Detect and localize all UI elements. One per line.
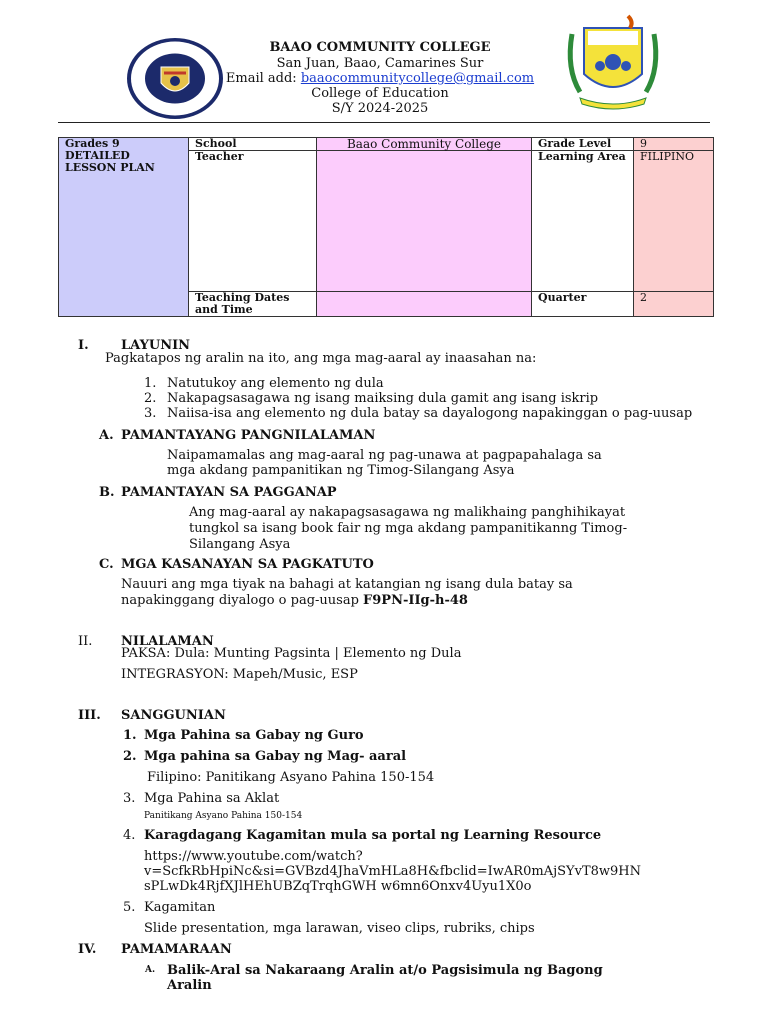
section-1-intro: Pagkatapos ng aralin na ito, ang mga mag-aaral ay inaasahan na: [105, 351, 537, 366]
teaching-dates-value[interactable] [317, 292, 532, 317]
section-2-number: II. [78, 634, 93, 649]
procedure-a-line-2: Aralin [167, 978, 212, 993]
objective-1-number: 1. [144, 376, 157, 391]
college-name: BAAO COMMUNITY COLLEGE [269, 40, 491, 55]
school-year: S/Y 2024-2025 [331, 101, 429, 116]
subsection-c-letter: C. [99, 557, 114, 572]
reference-5-text: Kagamitan [144, 900, 216, 915]
objective-3-text: Naiisa-isa ang elemento ng dula batay sa dayalogong napakinggan o pag-uusap [167, 406, 693, 421]
lesson-plan-table [58, 137, 714, 317]
reference-1-text: Mga Pahina sa Gabay ng Guro [144, 728, 364, 743]
procedure-a-line-1: Balik-Aral sa Nakaraang Aralin at/o Pagsisimula ng Bagong [167, 963, 603, 978]
reference-2-number: 2. [123, 749, 137, 764]
subsection-b-line-1: Ang mag-aaral ay nakapagsasagawa ng malikhaing panghihikayat [189, 505, 626, 520]
subsection-b-letter: B. [99, 485, 115, 500]
objective-3-number: 3. [144, 406, 157, 421]
grade-dlp-title: Grades 9 DETAILED LESSON PLAN [59, 138, 189, 317]
grade-level-value[interactable]: 9 [634, 138, 714, 151]
reference-1-number: 1. [123, 728, 137, 743]
reference-4-number: 4. [123, 828, 136, 843]
header-divider [58, 122, 710, 123]
subsection-c-title: MGA KASANAYAN SA PAGKATUTO [121, 557, 374, 572]
section-1-number: I. [78, 338, 89, 353]
section-2-title: NILALAMAN [121, 634, 214, 649]
college-email-line [180, 71, 580, 86]
competency-text: napakinggang diyalogo o pag-uusap [121, 593, 364, 608]
objective-1-text: Natutukoy ang elemento ng dula [167, 376, 384, 391]
objective-2-text: Nakapagsasagawa ng isang maiksing dula gamit ang isang iskrip [167, 391, 599, 406]
learning-area-value[interactable]: FILIPINO [634, 151, 714, 292]
reference-2-text: Mga pahina sa Gabay ng Mag- aaral [144, 749, 407, 764]
subsection-a-line-2: mga akdang pampanitikan ng Timog-Silangang Asya [167, 463, 515, 478]
email-link[interactable]: baaocommunitycollege@gmail.com [300, 71, 535, 86]
reference-3-text: Mga Pahina sa Aklat [144, 791, 280, 806]
email-label: Email add: [225, 71, 301, 86]
section-3-title: SANGGUNIAN [121, 708, 226, 723]
resource-url-line-1[interactable]: https://www.youtube.com/watch? [144, 849, 363, 864]
reference-5-number: 5. [123, 900, 136, 915]
objective-2-number: 2. [144, 391, 157, 406]
reference-4-text: Karagdagang Kagamitan mula sa portal ng Learning Resource [144, 828, 602, 843]
competency-code: F9PN-IIg-h-48 [363, 593, 468, 608]
department-name: College of Education [311, 86, 449, 101]
subsection-a-line-1: Naipamamalas ang mag-aaral ng pag-unawa at pagpapahalaga sa [167, 448, 602, 463]
school-label: School [189, 138, 317, 151]
teacher-label: Teacher [189, 151, 317, 292]
subsection-a-letter: A. [99, 428, 114, 443]
subsection-c-line-2 [121, 593, 468, 609]
subsection-c-line-1: Nauuri ang mga tiyak na bahagi at katangian ng isang dula batay sa [121, 577, 573, 592]
reference-3-number: 3. [123, 791, 136, 806]
reference-3-detail: Panitikang Asyano Pahina 150-154 [144, 811, 303, 821]
section-4-title: PAMAMARAAN [121, 942, 232, 957]
teaching-dates-label: Teaching Dates and Time [189, 292, 317, 317]
integrasyon-line: INTEGRASYON: Mapeh/Music, ESP [121, 667, 358, 682]
grade-level-label: Grade Level [532, 138, 634, 151]
subsection-b-line-2: tungkol sa isang book fair ng mga akdang pampanitikanng Timog- [189, 521, 628, 536]
learning-area-label: Learning Area [532, 151, 634, 292]
quarter-label: Quarter [532, 292, 634, 317]
section-3-number: III. [78, 708, 101, 723]
school-value[interactable]: Baao Community College [317, 138, 532, 151]
section-4-number: IV. [78, 942, 97, 957]
reference-2-detail: Filipino: Panitikang Asyano Pahina 150-154 [147, 770, 435, 785]
college-address: San Juan, Baao, Camarines Sur [276, 56, 484, 71]
subsection-a-title: PAMANTAYANG PANGNILALAMAN [121, 428, 376, 443]
resource-url-line-2[interactable]: v=ScfkRbHpiNc&si=GVBzd4JhaVmHLa8H&fbclid=IwAR0mAjSYvT8w9HN [144, 864, 641, 879]
section-1-title: LAYUNIN [121, 338, 191, 353]
subsection-b-line-3: Silangang Asya [189, 537, 291, 552]
quarter-value[interactable]: 2 [634, 292, 714, 317]
procedure-a-letter: A. [145, 965, 156, 975]
reference-5-detail: Slide presentation, mga larawan, viseo clips, rubriks, chips [144, 921, 535, 936]
teacher-value[interactable] [317, 151, 532, 292]
resource-url-line-3[interactable]: sPLwDk4RjfXJlHEhUBZqTrqhGWH w6mn6Onxv4Uyu1X0o [144, 879, 532, 894]
paksa-line: PAKSA: Dula: Munting Pagsinta | Elemento ng Dula [121, 646, 462, 661]
subsection-b-title: PAMANTAYAN SA PAGGANAP [121, 485, 337, 500]
